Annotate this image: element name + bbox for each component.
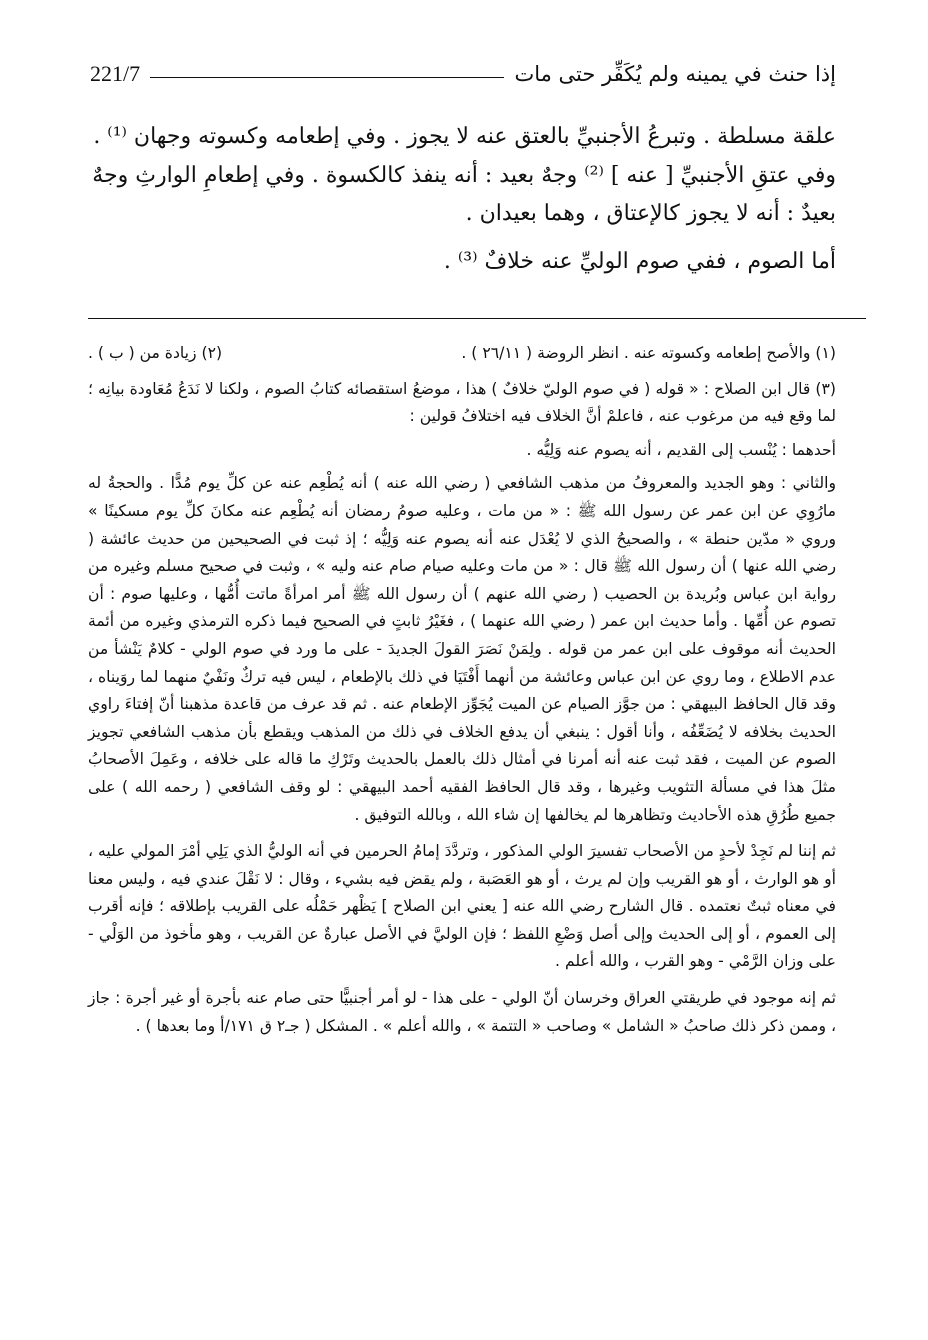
footnote-2: (٢) زيادة من ( ب ) .	[88, 344, 223, 362]
footnote-3-closing: ثم إنه موجود في طريقتي العراق وخرسان أنّ الولي - على هذا - لو أمر أجنبيًّا حتى صام عنه بأجرة أو غير أجرة : جاز ، وممن ذكر ذلك صاحبُ « الشامل » وصاحب « التتمة » ، والله أعلم » . المشكل ( جـ٢ ق ١٧١/أ وما بعدها ) .	[88, 989, 836, 1035]
footnote-3-wali-meaning: ثم إننا لم نَجِدْ لأحدٍ من الأصحاب تفسيرَ الولي المذكور ، وتردَّدَ إمامُ الحرمين في أنه الوليُّ الذي يَلِي أمْرَ المولي عليه ، أو هو الوارث ، أو هو القريب وإن لم يرث ، أو هو العَصَبة ، ولم يقض فيه بشيء ، وقال : لا نَقْلَ عندي فيه ، وليس معنا في معناه ثبتٌ نعتمده . قال الشارح رضي الله عنه [ يعني ابن الصلاح ] يَظْهر حَمْلُه على القريب بإطلاقه ؛ فإنه أقرب إلى العموم ، أو إلى الحديث وإلى أصل وَضْعِ اللفظ ؛ فإن الوليَّ في الأصل عبارةٌ عن القريب ، وهو مأخوذ من الوَلْي - على وزان الرَّمْي - وهو القرب ، والله أعلم .	[88, 842, 836, 971]
footnote-row-1-2	[88, 340, 836, 368]
footnote-3-first-view: أحدهما : يُنْسب إلى القديم ، أنه يصوم عنه وَلِيُّه .	[526, 440, 836, 459]
main-line-2: وفي عتقِ الأجنبيِّ [ عنه ] ⁽²⁾ وجهٌ بعيد : أنه ينفذ كالكسوة . وفي إطعامِ الوارثِ وجهٌ	[92, 162, 836, 188]
footnote-1: (١) والأصح إطعامه وكسوته عنه . انظر الروضة ( ٢٦/١١ ) .	[461, 344, 836, 362]
header-rule	[150, 77, 504, 78]
footnotes	[88, 340, 836, 1040]
running-header	[90, 54, 836, 94]
footnote-3-intro: (٣) قال ابن الصلاح : « قوله ( في صوم الوليّ خلافٌ ) هذا ، موضعُ استقصائه كتابُ الصوم ، ولكنا لا نَدَعُ مُعَاودة بيانِه ؛ لما وقع فيه من مرغوب عنه ، فاعلمْ أنَّ الخلاف فيه اختلافُ قولين :	[88, 379, 836, 426]
main-line-4: أما الصوم ، ففي صوم الوليِّ عنه خلافٌ ⁽³⁾ .	[443, 248, 836, 274]
main-line-3: بعيدٌ : أنه لا يجوز كالإعتاق ، وهما بعيدان .	[465, 201, 836, 226]
main-text	[88, 118, 836, 281]
page-number: 221/7	[90, 61, 141, 86]
footnote-3-second-view: والثاني : وهو الجديد والمعروفُ من مذهب الشافعي ( رضي الله عنه ) أنه يُطْعِم عنه عن كلِّ يوم مُدًّا . والحجةُ له مارُوِي عن ابن عمر عن رسول الله ﷺ : « من مات ، وعليه صومُ رمضان أنه يُطْعِم عنه مكانَ كلِّ يوم مسكينًا » وروي « مدّين حنطة » ، والصحيحُ الذي لا يُعْدَل عنه أنه يصوم عنه وَلِيُّه ؛ إذ ثبت في الصحيحين من حديث عائشة ( رضي الله عنها ) أن رسول الله ﷺ قال : « من مات وعليه صيام صام عنه وليه » ، وثبت في صحيح مسلم وغيره من رواية ابن عباس وبُريدة بن الحصيب ( رضي الله عنهم ) أن رسول الله ﷺ أمر امرأةً ماتت أُمُّها ، وعليها صوم : أن تصوم عن أُمِّها . وأما حديث ابن عمر ( رضي الله عنهما ) ، فغَيْرُ ثابتٍ في الصحيح فيما ذكره الترمذي وغيره من أئمة الحديث أنه موقوف على ابن عمر من قوله . ولِمَنْ نَصَرَ القولَ الجديدَ - على ما ورد في صوم الولي - كلامٌ يَنْشأ من عدم الاطلاع ، وما روي عن ابن عباس وعائشة من أنهما أَفْتَيَا في ذلك بالإطعام ، ليس فيه تركٌ ونَفْيٌ منهما لما روَيناه ، وقد قال الحافظ البيهقي : من جوَّز الصيام عن الميت يُجَوِّز الإطعام عنه . ثم قد عرف من قاعدة مذهبنا أنّ إفتاءَ راوي الحديث بخلافه لا يُضَعِّفُه ، وأنا أقول : ينبغي أن يدفع الخلاف في ذلك من المذهب ويقطع بأن مذهب الشافعي تجويز الصوم عن الميت ، فقد ثبت عنه أنه أمرنا في أمثال ذلك بالعمل بالحديث وتَرْكِ ما قاله على خلافه ، وعَمِلَ الأصحابُ مثلَ هذا في مسألة التثويب وغيرها ، وقد قال الحافظ الفقيه أحمد البيهقي : لو وقف الشافعي ( رحمه الله ) على جميع طُرُقِ هذه الأحاديث وتظاهرها لم يخالفها إن شاء الله ، وبالله التوفيق .	[88, 474, 836, 824]
main-line-1: علقة مسلطة . وتبرعُ الأجنبيِّ بالعتق عنه لا يجوز . وفي إطعامه وكسوته وجهان ⁽¹⁾ .	[93, 124, 836, 149]
running-title: إذا حنث في يمينه ولم يُكَفِّر حتى مات	[514, 62, 836, 86]
footnote-separator	[88, 318, 866, 319]
